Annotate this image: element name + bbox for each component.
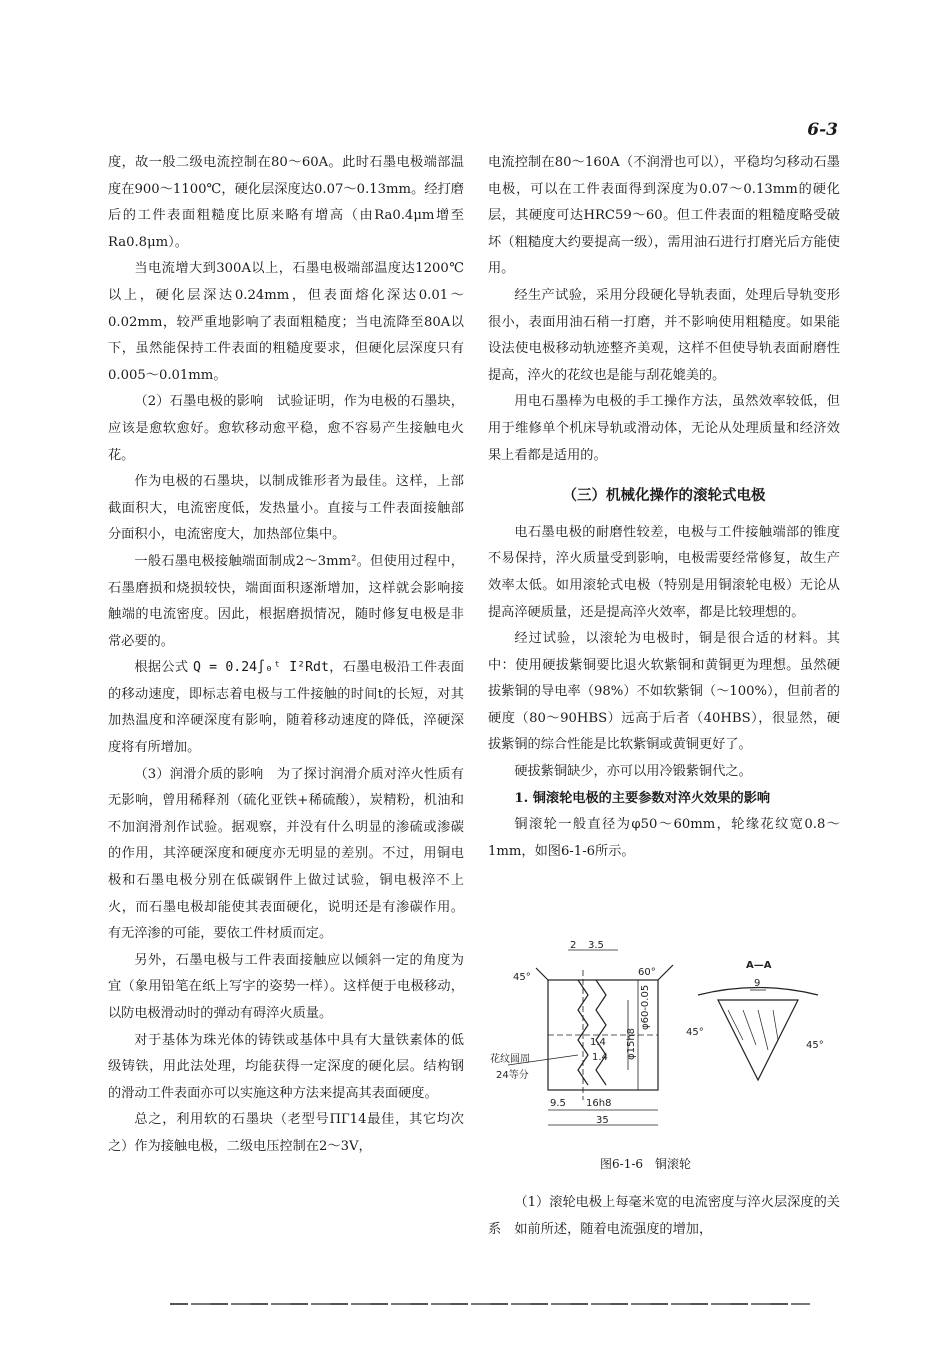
- dim-9-5: 9.5: [550, 1098, 566, 1109]
- bottom-paragraph-block: [488, 1190, 840, 1243]
- dim-1-4b: 1.4: [592, 1052, 608, 1063]
- paragraph: 另外，石墨电极与工件表面接触应以倾斜一定的角度为宜（象用铅笔在纸上写字的姿势一样）。这样便于电极移动，以防电极滑动时的弹动有碍淬火质量。: [108, 952, 464, 1021]
- knurl-count: 24等分: [496, 1070, 529, 1081]
- paragraph: 经过试验，以滚轮为电极时，铜是很合适的材料。其中：使用硬拔紫铜要比退火软紫铜和黄铜更为理想。虽然硬拔紫铜的导电率（98%）不如软紫铜（～100%），但前者的硬度（80～90HBS）远高于后者（40HBS），很显然，硬拔紫铜的综合性能是比软紫铜或黄铜更好了。: [488, 631, 840, 753]
- paragraph: 对于基体为珠光体的铸铁或基体中具有大量铁素体的低级铸铁，用此法处理，均能获得一定深度的硬化层。结构钢的滑动工件表面亦可以实施这种方法来提高其表面硬度。: [108, 1032, 464, 1101]
- paragraph: （3）润滑介质的影响 为了探讨润滑介质对淬火性质有无影响，曾用稀释剂（硫化亚铁+稀硫酸），炭精粉，机油和不加润滑剂作试验。据观察，并没有什么明显的渗硫或渗碳的作用，其淬硬深度和硬度亦无明显的差别。不过，用铜电极和石墨电极分别在低碳钢件上做过试验，铜电极淬不上火，而石墨电极却能使其表面硬化，说明还是有渗碳作用。有无淬渗的可能，要依工件材质而定。: [108, 766, 464, 942]
- paragraph: 铜滚轮一般直径为φ50～60mm，轮缘花纹宽0.8～1mm，如图6-1-6所示。: [488, 817, 840, 859]
- paragraph: 总之，利用软的石墨块（老型号ПГ14最佳，其它均次之）作为接触电极，二级电压控制在2～3V，: [108, 1112, 464, 1154]
- paragraph: （2）石墨电极的影响 试验证明，作为电极的石墨块，应该是愈软愈好。愈软移动愈平稳，愈不容易产生接触电火花。: [108, 394, 464, 463]
- paragraph: 电石墨电极的耐磨性较差，电极与工件接触端部的锥度不易保持，淬火质量受到影响，电极需要经常修复，故生产效率太低。如用滚轮式电极（特别是用铜滚轮电极）无论从提高淬硬质量，还是提高淬火效率，都是比较理想的。: [488, 524, 840, 620]
- section-view: [718, 1000, 798, 1080]
- paragraph: 硬拔紫铜缺少，亦可以用冷锻紫铜代之。: [514, 764, 752, 780]
- dim-2: 2: [570, 940, 577, 951]
- knurl-label: 花纹圆周: [490, 1054, 530, 1065]
- paragraph: （1）滚轮电极上每毫米宽的电流密度与淬火层深度的关系 如前所述，随着电流强度的增加，: [488, 1195, 840, 1237]
- dim-3-5: 3.5: [588, 940, 604, 951]
- dim-35: 35: [596, 1115, 609, 1126]
- paragraph: 一般石墨电极接触端面制成2～3mm²。但使用过程中，石墨磨损和烧损较快，端面面积逐渐增加，这样就会影响接触端的电流密度。因此，根据磨损情况，随时修复电极是非常必要的。: [108, 553, 464, 649]
- paragraph: 经生产试验，采用分段硬化导轨表面，处理后导轨变形很小，表面用油石稍一打磨，并不影响使用粗糙度。如果能设法使电极移动轨迹整齐美观，这样不但使导轨表面耐磨性提高，淬火的花纹也是能与刮花媲美的。: [488, 287, 840, 383]
- subheading: 1. 铜滚轮电极的主要参数对淬火效果的影响: [514, 790, 771, 806]
- paragraph: 电流控制在80～160A（不润滑也可以），平稳均匀移动石墨电极，可以在工件表面得到深度为0.07～0.13mm的硬化层，其硬度可达HRC59～60。但工件表面的粗糙度略受破坏（粗糙度大约要提高一级），需用油石进行打磨光后方能使用。: [488, 155, 840, 277]
- dim-16: 16h8: [586, 1098, 612, 1109]
- right-column: [488, 150, 840, 865]
- paragraph: 用电石墨棒为电极的手工操作方法，虽然效率较低，但用于维修单个机床导轨或滑动体，无论从处理质量和经济效果上看都是适用的。: [488, 394, 840, 463]
- angle-60: 60°: [638, 967, 656, 978]
- paragraph: 当电流增大到300A以上，石墨电极端部温度达1200℃以上，硬化层深达0.24mm，但表面熔化深达0.01～0.02mm，较严重地影响了表面粗糙度；当电流降至80A以下，虽然能保持工件表面的粗糙度要求，但硬化层深度只有0.005～0.01mm。: [108, 261, 464, 383]
- dim-1-4a: 1.4: [590, 1037, 606, 1048]
- left-column: [108, 150, 464, 1161]
- angle-45-b: 45°: [806, 1040, 824, 1051]
- dim-9: 9: [754, 978, 761, 989]
- angle-45-left: 45°: [513, 972, 531, 983]
- dia-15: φ15h8: [626, 1027, 637, 1060]
- dia-60: φ60-0.05: [640, 984, 651, 1030]
- figure-caption: 图6-1-6 铜滚轮: [600, 1157, 692, 1171]
- paragraph-formula: 根据公式 Q = 0.24∫₀ᵗ I²Rdt，石墨电极沿工件表面的移动速度，即标志着电极与工件接触的时间t的长短，对其加热温度和淬硬深度有影响，随着移动速度的降低，淬硬深度将有所增加。: [108, 660, 465, 756]
- section-label: A—A: [746, 960, 772, 971]
- paragraph: 作为电极的石墨块，以制成锥形者为最佳。这样，上部截面积大，电流密度低，发热量小。直接与工件表面接触部分面积小，电流密度大，加热部位集中。: [108, 474, 464, 543]
- section-heading: （三）机械化操作的滚轮式电极: [562, 487, 766, 505]
- page-number: 6-3: [807, 120, 838, 140]
- paragraph: 度，故一般二级电流控制在80～60A。此时石墨电极端部温度在900～1100℃，硬化层深度达0.07～0.13mm。经打磨后的工件表面粗糙度比原来略有增高（由Ra0.4μm增至Ra0.8μm）。: [108, 155, 464, 250]
- copper-roller-drawing: [488, 940, 840, 1150]
- footer-rule: [170, 1303, 810, 1305]
- formula: Q = 0.24∫₀ᵗ I²Rdt: [192, 660, 329, 676]
- angle-45-a: 45°: [686, 1027, 704, 1038]
